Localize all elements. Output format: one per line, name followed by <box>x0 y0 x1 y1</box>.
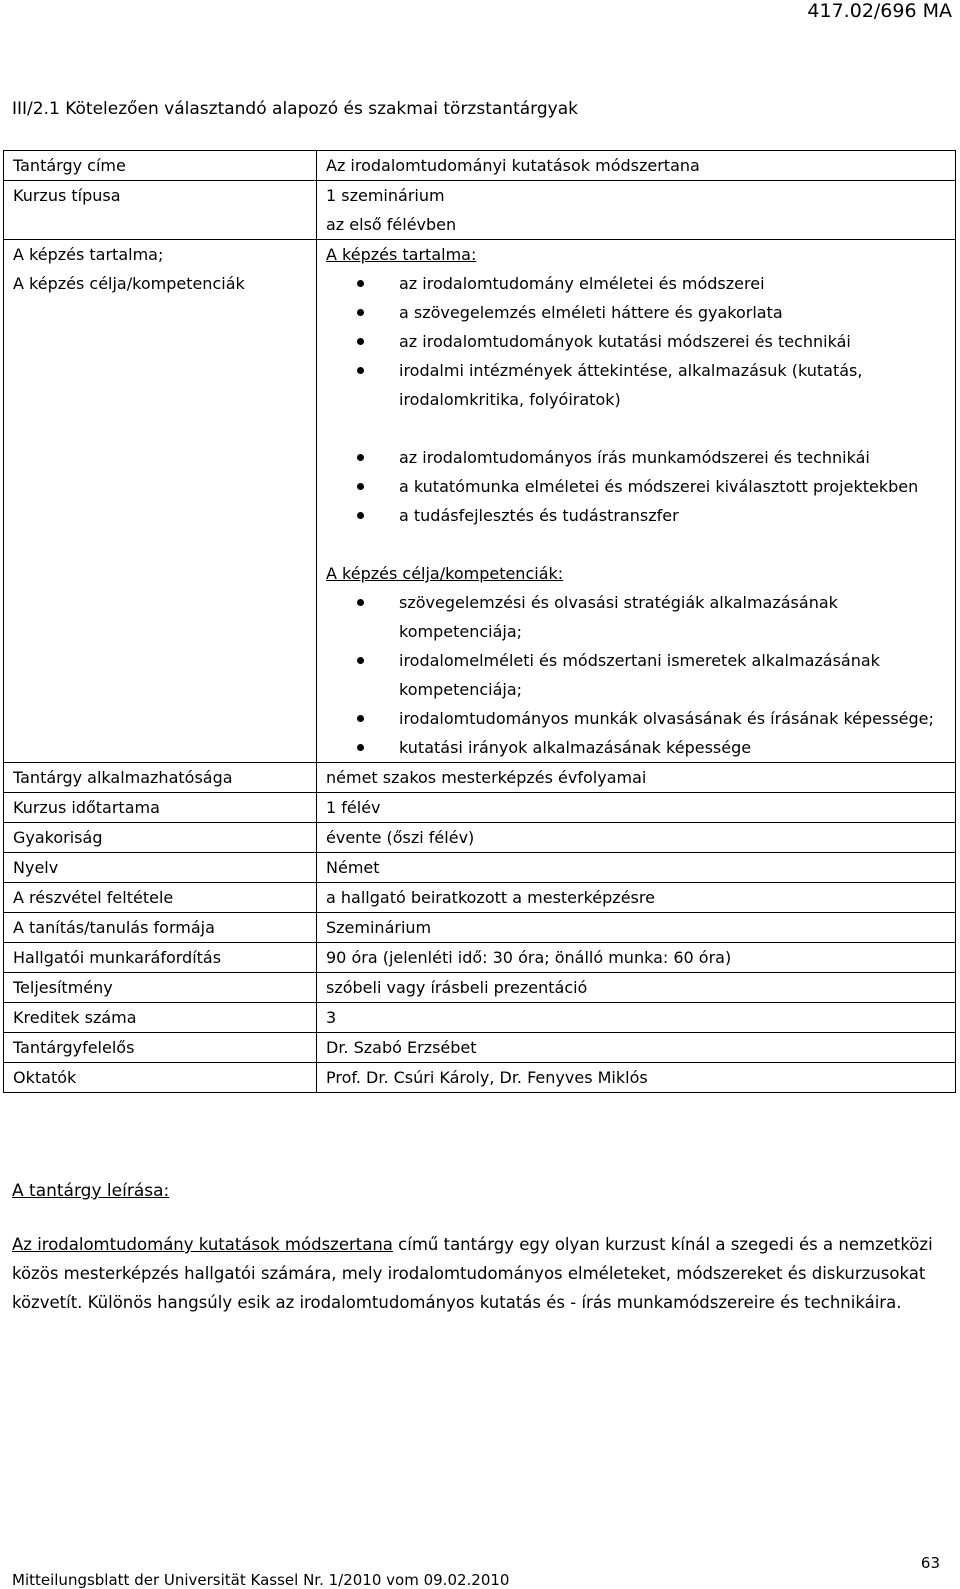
description-lead: Az irodalomtudomány kutatások módszertana <box>12 1235 393 1254</box>
list-item-text: kutatási irányok alkalmazásának képessége <box>399 738 752 757</box>
row-value: Prof. Dr. Csúri Károly, Dr. Fenyves Miklós <box>317 1063 956 1093</box>
table-row <box>4 763 956 793</box>
course-type-line-2: az első félévben <box>326 215 457 234</box>
table-row <box>4 973 956 1003</box>
bullet-icon <box>357 367 364 374</box>
bullet-icon <box>357 483 364 490</box>
description-heading: A tantárgy leírása: <box>12 1181 170 1201</box>
row-value: 1 félév <box>317 793 956 823</box>
bullet-icon <box>357 599 364 606</box>
goals-heading: A képzés célja/kompetenciák: <box>326 564 564 583</box>
course-content-value <box>317 240 956 763</box>
row-value: Szeminárium <box>317 913 956 943</box>
table-row <box>4 883 956 913</box>
list-item <box>326 327 946 356</box>
table-row <box>4 793 956 823</box>
table-row <box>4 943 956 973</box>
row-value: a hallgató beiratkozott a mesterképzésre <box>317 883 956 913</box>
row-label: Oktatók <box>4 1063 317 1093</box>
spacer <box>326 414 946 443</box>
spacer <box>326 530 946 559</box>
list-item-text: irodalomtudományos munkák olvasásának és írásának képessége; <box>399 709 934 728</box>
course-info-table <box>3 150 956 1093</box>
list-item <box>326 733 946 762</box>
page-number: 63 <box>920 1554 940 1572</box>
list-item-text: irodalmi intézmények áttekintése, alkalmazásuk (kutatás, irodalomkritika, folyóiratok) <box>399 361 863 409</box>
row-label: Kreditek száma <box>4 1003 317 1033</box>
list-item-text: az irodalomtudományos írás munkamódszerei és technikái <box>399 448 870 467</box>
bullet-icon <box>357 715 364 722</box>
row-label: Kurzus időtartama <box>4 793 317 823</box>
list-item <box>326 269 946 298</box>
row-value: német szakos mesterképzés évfolyamai <box>317 763 956 793</box>
content-label-line-2: A képzés célja/kompetenciák <box>13 274 245 293</box>
row-label: Hallgatói munkaráfordítás <box>4 943 317 973</box>
section-title: III/2.1 Kötelezően választandó alapozó és szakmai törzstantárgyak <box>12 99 578 119</box>
bullet-icon <box>357 657 364 664</box>
list-item <box>326 588 946 646</box>
bullet-icon <box>357 744 364 751</box>
description-text: című tantárgy egy olyan kurzust kínál a szegedi és a nemzetközi közös mesterképzés hallgatói számára, mely irodalomtudományos elméleteket, módszereket és diskurzusokat közvetít. Különös hangsúly esik az irodalomtudományos kutatás és - írás munkamódszereire és technikáira. <box>12 1235 933 1312</box>
content-list-b <box>326 443 946 530</box>
row-label: Teljesítmény <box>4 973 317 1003</box>
bullet-icon <box>357 454 364 461</box>
row-label: A részvétel feltétele <box>4 883 317 913</box>
row-label: Nyelv <box>4 853 317 883</box>
table-row <box>4 913 956 943</box>
list-item-text: szövegelemzési és olvasási stratégiák alkalmazásának kompetenciája; <box>399 593 838 641</box>
course-content-label <box>4 240 317 763</box>
table-row <box>4 1033 956 1063</box>
list-item <box>326 501 946 530</box>
course-type-line-1: 1 szeminárium <box>326 186 445 205</box>
content-heading: A képzés tartalma: <box>326 245 477 264</box>
row-value: 90 óra (jelenléti idő: 30 óra; önálló munka: 60 óra) <box>317 943 956 973</box>
list-item <box>326 356 946 414</box>
row-label: Gyakoriság <box>4 823 317 853</box>
row-label: A tanítás/tanulás formája <box>4 913 317 943</box>
list-item-text: az irodalomtudomány elméletei és módszerei <box>399 274 765 293</box>
table-row <box>4 1003 956 1033</box>
list-item-text: irodalomelméleti és módszertani ismeretek alkalmazásának kompetenciája; <box>399 651 880 699</box>
row-value: Német <box>317 853 956 883</box>
course-type-value <box>317 181 956 240</box>
description-paragraph <box>12 1230 942 1317</box>
table-row <box>4 823 956 853</box>
row-value: 3 <box>317 1003 956 1033</box>
bullet-icon <box>357 512 364 519</box>
row-course-title <box>4 151 956 181</box>
course-type-label: Kurzus típusa <box>4 181 317 240</box>
course-title-label: Tantárgy címe <box>4 151 317 181</box>
row-value: évente (őszi félév) <box>317 823 956 853</box>
course-title-value: Az irodalomtudományi kutatások módszertana <box>317 151 956 181</box>
goals-list <box>326 588 946 762</box>
list-item <box>326 646 946 704</box>
list-item-text: az irodalomtudományok kutatási módszerei és technikái <box>399 332 851 351</box>
footer-publication: Mitteilungsblatt der Universität Kassel Nr. 1/2010 vom 09.02.2010 <box>12 1571 510 1589</box>
document-reference: 417.02/696 MA <box>807 0 952 22</box>
bullet-icon <box>357 280 364 287</box>
row-course-type <box>4 181 956 240</box>
bullet-icon <box>357 338 364 345</box>
list-item <box>326 472 946 501</box>
list-item-text: a kutatómunka elméletei és módszerei kiválasztott projektekben <box>399 477 919 496</box>
list-item <box>326 443 946 472</box>
content-list-a <box>326 269 946 414</box>
row-label: Tantárgy alkalmazhatósága <box>4 763 317 793</box>
row-value: szóbeli vagy írásbeli prezentáció <box>317 973 956 1003</box>
table-row <box>4 853 956 883</box>
list-item <box>326 704 946 733</box>
content-label-line-1: A képzés tartalma; <box>13 245 164 264</box>
row-label: Tantárgyfelelős <box>4 1033 317 1063</box>
list-item-text: a szövegelemzés elméleti háttere és gyakorlata <box>399 303 783 322</box>
list-item <box>326 298 946 327</box>
row-course-content <box>4 240 956 763</box>
table-row <box>4 1063 956 1093</box>
bullet-icon <box>357 309 364 316</box>
list-item-text: a tudásfejlesztés és tudástranszfer <box>399 506 679 525</box>
row-value: Dr. Szabó Erzsébet <box>317 1033 956 1063</box>
